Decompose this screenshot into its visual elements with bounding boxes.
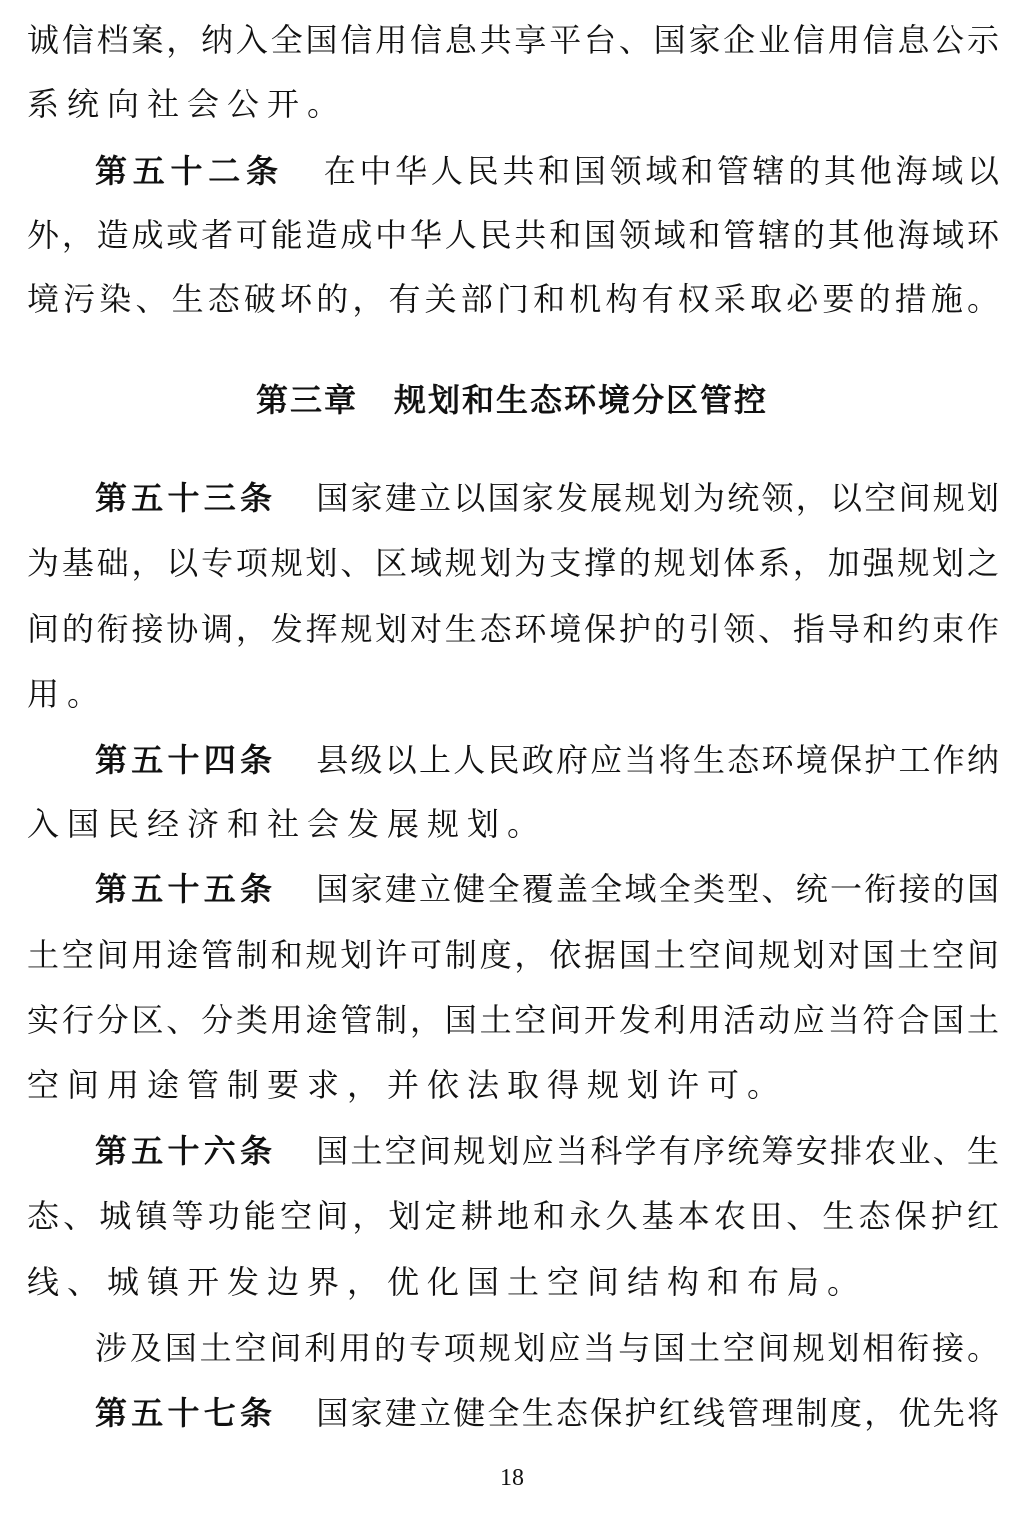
article-heading: 第五十三条	[95, 479, 277, 517]
text-line: 入国民经济和社会发展规划。	[27, 805, 548, 843]
article-54-line	[95, 728, 999, 792]
article-text: 国家建立以国家发展规划为统领，以空间规划	[316, 479, 999, 517]
article-52-line	[95, 139, 999, 203]
article-text: 国家建立健全覆盖全域全类型、统一衔接的国	[316, 870, 999, 908]
article-53-line	[95, 466, 999, 530]
text-line: 间的衔接协调，发挥规划对生态环境保护的引领、指导和约束作	[27, 610, 999, 648]
article-56-line	[95, 1119, 999, 1183]
chapter-heading	[0, 368, 1024, 432]
text-line: 境污染、生态破坏的，有关部门和机构有权采取必要的措施。	[27, 280, 999, 318]
article-heading: 第五十四条	[95, 741, 277, 779]
article-text: 在中华人民共和国领域和管辖的其他海域以	[323, 152, 999, 190]
article-text: 县级以上人民政府应当将生态环境保护工作纳	[316, 741, 999, 779]
article-heading: 第五十六条	[95, 1132, 277, 1170]
text-line: 系统向社会公开。	[27, 85, 348, 123]
article-heading: 第五十五条	[95, 870, 277, 908]
text-line: 涉及国土空间利用的专项规划应当与国土空间规划相衔接。	[95, 1329, 999, 1367]
text-line: 用。	[27, 675, 108, 713]
article-55-line	[95, 857, 999, 921]
text-line: 土空间用途管制和规划许可制度，依据国土空间规划对国土空间	[27, 936, 999, 974]
article-heading: 第五十七条	[95, 1394, 277, 1432]
text-line: 为基础，以专项规划、区域规划为支撑的规划体系，加强规划之	[27, 544, 999, 582]
text-line: 诚信档案，纳入全国信用信息共享平台、国家企业信用信息公示	[27, 21, 999, 59]
text-line: 实行分区、分类用途管制，国土空间开发利用活动应当符合国土	[27, 1001, 999, 1039]
text-line: 态、城镇等功能空间，划定耕地和永久基本农田、生态保护红	[27, 1197, 999, 1235]
article-heading: 第五十二条	[95, 152, 284, 190]
text-line: 外，造成或者可能造成中华人民共和国领域和管辖的其他海域环	[27, 216, 999, 254]
text-line: 空间用途管制要求，并依法取得规划许可。	[27, 1066, 788, 1104]
article-text: 国土空间规划应当科学有序统筹安排农业、生	[316, 1132, 999, 1170]
article-text: 国家建立健全生态保护红线管理制度，优先将	[316, 1394, 999, 1432]
page-number: 18	[500, 1465, 524, 1491]
chapter-title: 规划和生态环境分区管控	[394, 381, 769, 419]
text-line: 线、城镇开发边界，优化国土空间结构和布局。	[27, 1263, 868, 1301]
chapter-number: 第三章	[255, 381, 358, 419]
article-57-line	[95, 1381, 999, 1445]
